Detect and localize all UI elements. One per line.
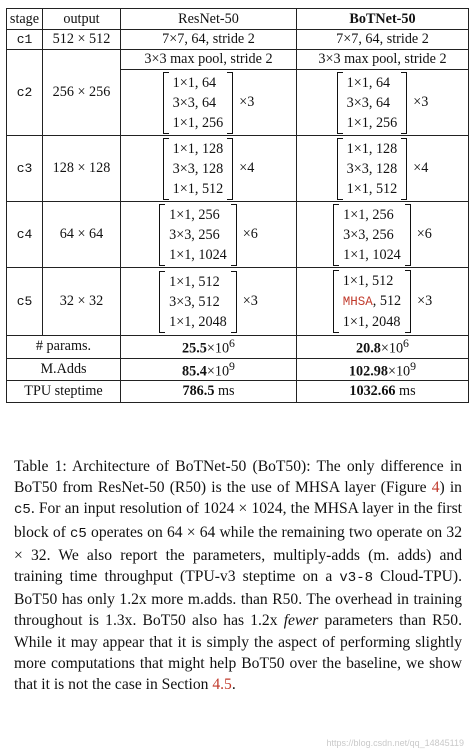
block-line: 3×3, 512 [169, 293, 220, 310]
block-line: 3×3, 64 [346, 94, 391, 111]
block-bracket [159, 204, 237, 266]
block-line: 3×3, 256 [343, 226, 394, 243]
tpu-unit: ms [395, 383, 416, 400]
caption-text: ) in [439, 479, 462, 497]
section-reference-link[interactable]: 4.5 [212, 676, 232, 694]
output-c3: 128 × 128 [43, 136, 121, 202]
resnet-params [121, 336, 297, 359]
caption-text: parameters than R50. While it may appear that it is simply the aspect of performing slightly more computations that might help BoT50 over the baseline, we show that it is not the case in Section [14, 612, 462, 694]
madds-unit: ×10 [387, 363, 411, 380]
block-line: 1×1, 2048 [169, 313, 227, 330]
resnet-c5-block [121, 268, 297, 336]
botnet-madds-value: 102.98 [348, 363, 388, 380]
block-multiplier: ×3 [242, 293, 258, 309]
botnet-tpu [297, 381, 469, 403]
params-exponent: 6 [229, 336, 235, 350]
block-line: 1×1, 256 [346, 114, 398, 131]
table-caption [14, 456, 462, 695]
block-line: 1×1, 128 [346, 140, 398, 157]
block-multiplier: ×6 [416, 226, 432, 242]
caption-code: c5 [70, 525, 87, 542]
architecture-table-container [6, 8, 468, 403]
resnet-c2-block [121, 70, 297, 136]
block-line: 1×1, 64 [346, 74, 391, 91]
block-bracket [163, 72, 234, 134]
row-c2-pool [7, 50, 469, 70]
stage-c1: c1 [7, 30, 43, 50]
botnet-tpu-value: 1032.66 [349, 383, 396, 400]
block-bracket [333, 270, 411, 333]
block-multiplier: ×3 [239, 94, 255, 110]
resnet-c3-block [121, 136, 297, 202]
block-line: 1×1, 512 [346, 180, 398, 197]
row-c4 [7, 202, 469, 268]
block-line: 1×1, 256 [172, 114, 224, 131]
botnet-c1: 7×7, 64, stride 2 [297, 30, 469, 50]
block-line: 1×1, 512 [172, 180, 224, 197]
botnet-params [297, 336, 469, 359]
block-multiplier: ×4 [413, 160, 429, 176]
row-tpu [7, 381, 469, 403]
block-line-mhsa [343, 291, 401, 312]
block-line: 1×1, 2048 [342, 314, 401, 330]
table-header-row [7, 9, 469, 30]
block-line: 1×1, 256 [343, 206, 394, 223]
madds-unit: ×10 [206, 363, 230, 380]
resnet-params-value: 25.5 [182, 340, 207, 357]
resnet-tpu [121, 381, 297, 403]
output-c1: 512 × 512 [43, 30, 121, 50]
block-bracket [337, 138, 408, 200]
caption-text: . [231, 676, 236, 694]
botnet-c3-block [297, 136, 469, 202]
output-c5: 32 × 32 [43, 268, 121, 336]
header-botnet: BoTNet-50 [297, 9, 469, 30]
block-line: 1×1, 256 [169, 206, 220, 223]
caption-text: Table 1: Architecture of BoTNet-50 (BoT50): The only difference in BoT50 from ResNet-50 (R50) is the use of MHSA layer (Figure [14, 458, 462, 497]
block-line: 1×1, 512 [169, 273, 220, 290]
madds-exponent: 9 [229, 358, 235, 373]
output-c2: 256 × 256 [43, 50, 121, 136]
architecture-table [6, 8, 469, 403]
stage-c4: c4 [7, 202, 43, 268]
block-multiplier: ×3 [417, 293, 433, 309]
output-c4: 64 × 64 [43, 202, 121, 268]
resnet-c2-pool: 3×3 max pool, stride 2 [121, 50, 297, 70]
mhsa-channels: , 512 [372, 293, 402, 309]
block-line: 1×1, 1024 [169, 246, 227, 263]
row-c3 [7, 136, 469, 202]
caption-text: Cloud-TPU). BoT50 has only 1.2x more m.adds. than R50. The overhead in training throughout is 1.3x. BoT50 also has 1.2x [14, 568, 463, 630]
botnet-madds [297, 358, 469, 381]
block-line: 3×3, 128 [172, 160, 224, 177]
caption-text: operates on 64 × 64 while the remaining two operate on 32 × 32. We also report the parameters, multiply-adds (m. adds) and training time throughput (TPU-v3 steptime on a [14, 523, 462, 586]
stage-c5: c5 [7, 268, 43, 336]
block-multiplier: ×6 [242, 226, 258, 242]
resnet-c1: 7×7, 64, stride 2 [121, 30, 297, 50]
botnet-c2-block [297, 70, 469, 136]
block-line: 1×1, 128 [172, 140, 224, 157]
block-line: 1×1, 1024 [343, 246, 401, 263]
block-multiplier: ×3 [413, 94, 429, 110]
params-exponent: 6 [403, 336, 409, 350]
header-output: output [43, 9, 121, 30]
botnet-c5-block [297, 268, 469, 336]
resnet-madds-value: 85.4 [182, 363, 207, 380]
tpu-label: TPU steptime [7, 381, 121, 403]
caption-emphasis: fewer [283, 612, 319, 630]
row-c1 [7, 30, 469, 50]
block-line: 1×1, 512 [342, 273, 394, 289]
madds-label: M.Adds [7, 358, 121, 381]
block-bracket [333, 204, 411, 266]
mhsa-label: MHSA [342, 295, 373, 309]
stage-c3: c3 [7, 136, 43, 202]
block-bracket [337, 72, 408, 134]
tpu-unit: ms [214, 383, 235, 400]
row-c5 [7, 268, 469, 336]
resnet-madds [121, 358, 297, 381]
row-params [7, 336, 469, 359]
resnet-tpu-value: 786.5 [182, 383, 215, 400]
block-multiplier: ×4 [239, 160, 255, 176]
stage-c2: c2 [7, 50, 43, 136]
resnet-c4-block [121, 202, 297, 268]
block-line: 1×1, 64 [172, 74, 217, 91]
block-line: 3×3, 64 [172, 94, 217, 111]
row-madds [7, 358, 469, 381]
params-unit: ×10 [380, 340, 404, 357]
botnet-c2-pool: 3×3 max pool, stride 2 [297, 50, 469, 70]
header-resnet: ResNet-50 [121, 9, 297, 30]
caption-code: v3-8 [339, 570, 373, 587]
header-stage: stage [7, 9, 43, 30]
botnet-c4-block [297, 202, 469, 268]
block-line: 3×3, 256 [169, 226, 220, 243]
params-unit: ×10 [206, 340, 230, 357]
caption-paragraph [14, 456, 462, 695]
block-bracket [163, 138, 234, 200]
caption-code: c5 [14, 502, 31, 519]
block-line: 3×3, 128 [346, 160, 398, 177]
figure-reference-link[interactable]: 4 [431, 479, 440, 497]
params-label: # params. [7, 336, 121, 359]
botnet-params-value: 20.8 [356, 340, 381, 357]
watermark: https://blog.csdn.net/qq_14845119 [326, 738, 464, 748]
block-bracket [159, 271, 237, 333]
madds-exponent: 9 [410, 358, 417, 373]
caption-text: . For an input resolution of 1024 × 1024, the MHSA layer in the first block of [14, 500, 462, 541]
